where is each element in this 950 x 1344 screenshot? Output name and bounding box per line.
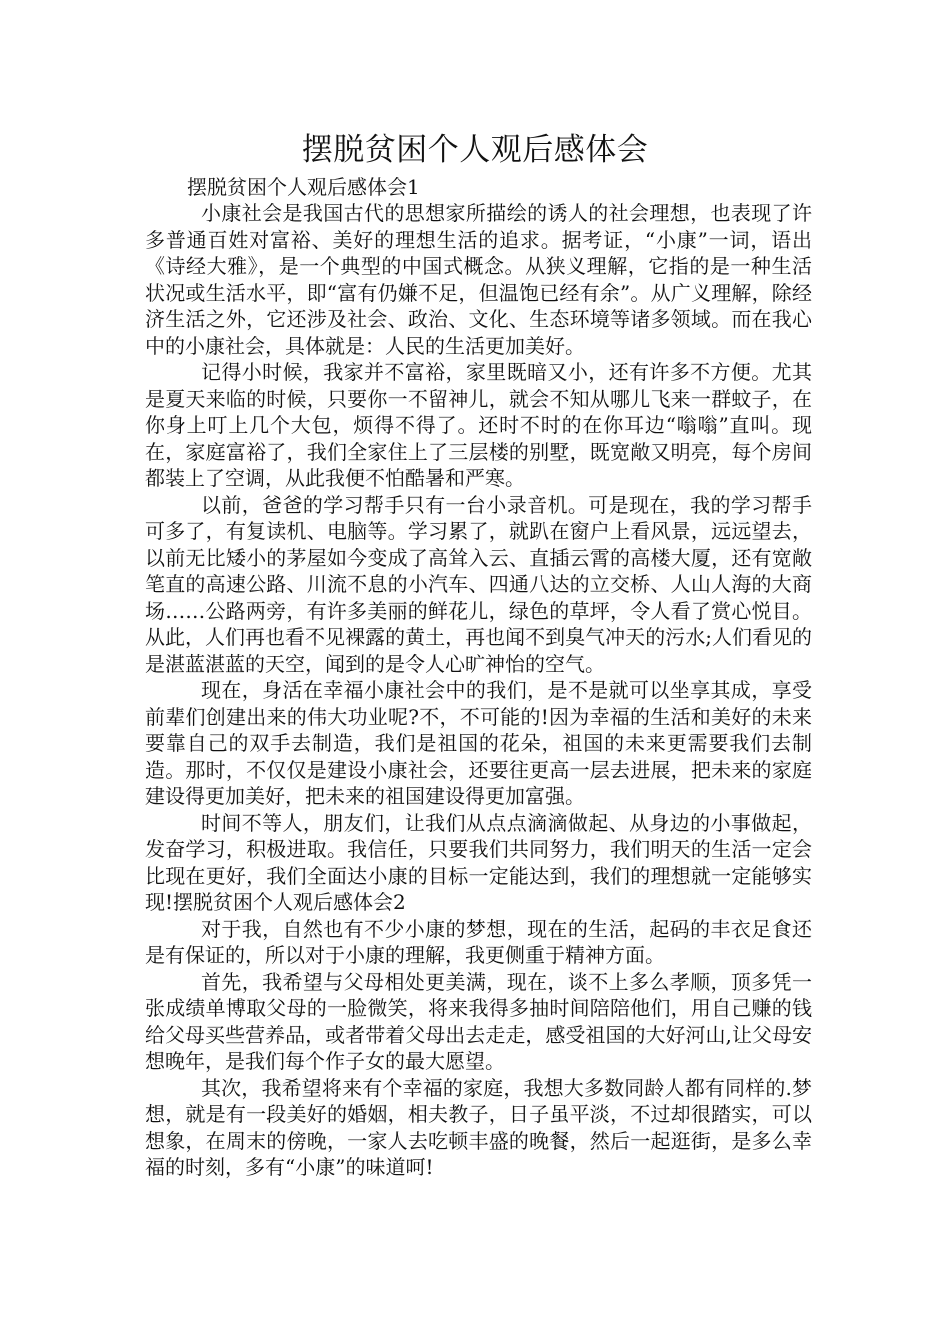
paragraph: 记得小时候，我家并不富裕，家里既暗又小，还有许多不方便。尤其是夏天来临的时候，只要你一不留神儿，就会不知从哪儿飞来一群蚊子，在你身上叮上几个大包，烦得不得了。还时不时的在你耳边“嗡嗡”直叫。现在，家庭富裕了，我们全家住上了三层楼的别墅，既宽敞又明亮，每个房间都装上了空调，从此我便不怕酷暑和严寒。 <box>145 360 812 490</box>
paragraph: 对于我，自然也有不少小康的梦想，现在的生活，起码的丰衣足食还是有保证的，所以对于小康的理解，我更侧重于精神方面。 <box>145 916 812 967</box>
paragraph: 现在，身活在幸福小康社会中的我们，是不是就可以坐享其成，享受前辈们创建出来的伟大功业呢?不，不可能的!因为幸福的生活和美好的未来要靠自己的双手去制造，我们是祖国的花朵，祖国的未来更需要我们去制造。那时，不仅仅是建设小康社会，还要往更高一层去进展，把未来的家庭建设得更加美好，把未来的祖国建设得更加富强。 <box>145 678 812 808</box>
paragraph: 首先，我希望与父母相处更美满，现在，谈不上多么孝顺，顶多凭一张成绩单博取父母的一脸微笑，将来我得多抽时间陪陪他们，用自己赚的钱给父母买些营养品，或者带着父母出去走走，感受祖国的大好河山,让父母安想晚年，是我们每个作子女的最大愿望。 <box>145 969 812 1073</box>
paragraph: 其次，我希望将来有个幸福的家庭，我想大多数同龄人都有同样的.梦想，就是有一段美好的婚姻，相夫教子，日子虽平淡，不过却很踏实，可以想象，在周末的傍晚，一家人去吃顿丰盛的晚餐，然后一起逛街，是多么幸福的时刻，多有“小康”的味道呵! <box>145 1075 812 1179</box>
paragraph: 小康社会是我国古代的思想家所描绘的诱人的社会理想，也表现了许多普通百姓对富裕、美好的理想生活的追求。据考证，“小康”一词，语出《诗经大雅》，是一个典型的中国式概念。从狭义理解，它指的是一种生活状况或生活水平，即“富有仍嫌不足，但温饱已经有余”。从广义理解，除经济生活之外，它还涉及社会、政治、文化、生态环境等诸多领域。而在我心中的小康社会，具体就是：人民的生活更加美好。 <box>145 201 812 358</box>
paragraph: 以前，爸爸的学习帮手只有一台小录音机。可是现在，我的学习帮手可多了，有复读机、电脑等。学习累了，就趴在窗户上看风景，远远望去，以前无比矮小的茅屋如今变成了高耸入云、直插云霄的高楼大厦，还有宽敞笔直的高速公路、川流不息的小汽车、四通八达的立交桥、人山人海的大商场……公路两旁，有许多美丽的鲜花儿，绿色的草坪，令人看了赏心悦目。从此，人们再也看不见裸露的黄土，再也闻不到臭气冲天的污水;人们看见的是湛蓝湛蓝的天空，闻到的是令人心旷神怡的空气。 <box>145 492 812 676</box>
document-title: 摆脱贫困个人观后感体会 <box>301 132 649 168</box>
section-heading: 摆脱贫困个人观后感体会1 <box>187 175 420 199</box>
paragraph: 时间不等人，朋友们，让我们从点点滴滴做起、从身边的小事做起，发奋学习，积极进取。我信任，只要我们共同努力，我们明天的生活一定会比现在更好，我们全面达小康的目标一定能达到，我们的理想就一定能够实现!摆脱贫困个人观后感体会2 <box>145 810 812 914</box>
document-body <box>145 174 812 1181</box>
